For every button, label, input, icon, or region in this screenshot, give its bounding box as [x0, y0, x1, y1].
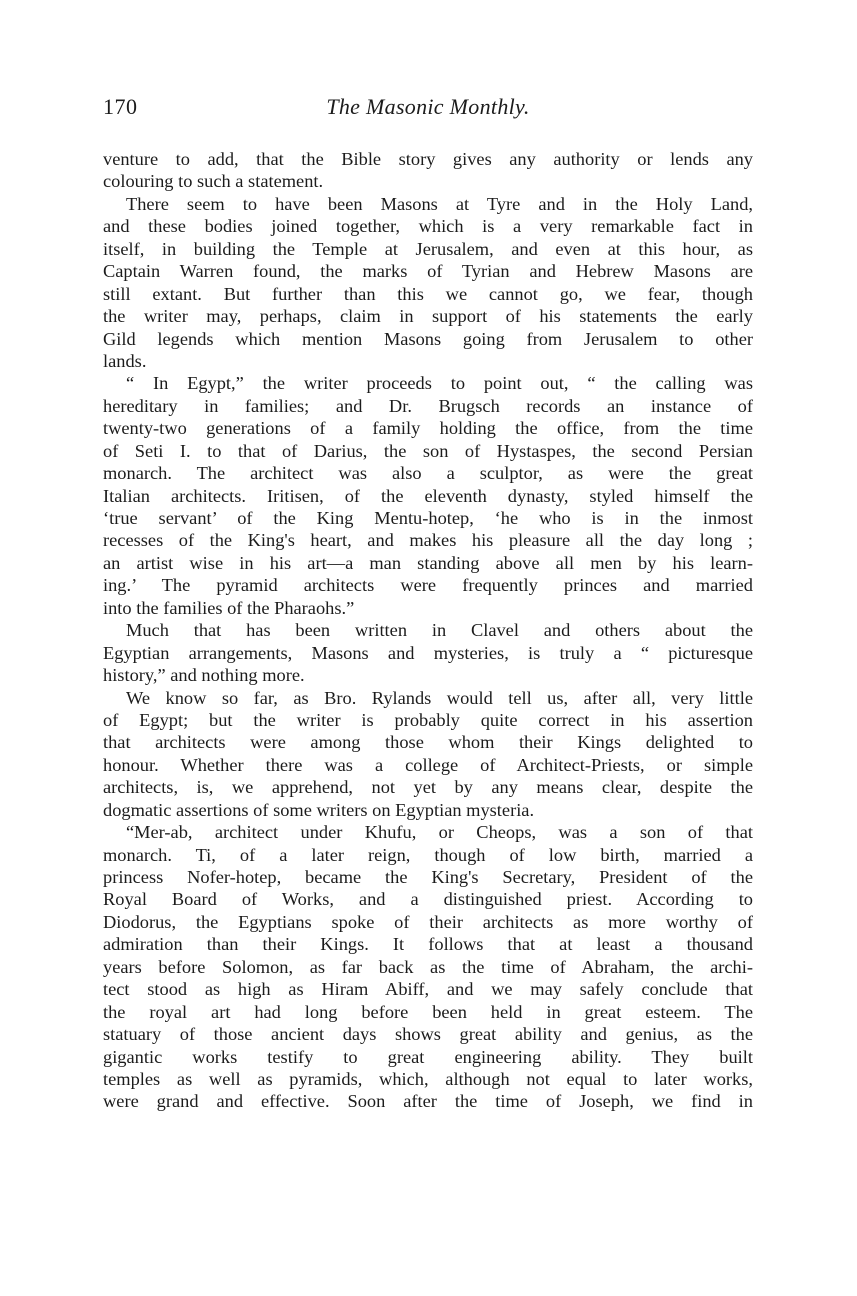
page-header	[103, 92, 753, 124]
text-line: still extant. But further than this we cannot go, we fear, though	[103, 283, 753, 304]
text-line: temples as well as pyramids, which, although not equal to later works,	[103, 1068, 753, 1089]
text-line: monarch. The architect was also a sculptor, as were the great	[103, 463, 753, 484]
text-line: twenty-two generations of a family holding the office, from the time	[103, 418, 753, 439]
text-line: were grand and effective. Soon after the time of Joseph, we find in	[103, 1091, 753, 1112]
text-line: into the families of the Pharaohs.”	[103, 597, 355, 618]
text-line: admiration than their Kings. It follows that at least a thousand	[103, 934, 753, 955]
text-line: years before Solomon, as far back as the time of Abraham, the archi-	[103, 956, 753, 977]
text-line: lands.	[103, 350, 147, 371]
text-line: Much that has been written in Clavel and others about the	[126, 620, 753, 641]
text-line: the writer may, perhaps, claim in support of his statements the early	[103, 306, 753, 327]
text-line: and these bodies joined together, which is a very remarkable fact in	[103, 216, 753, 237]
text-line: history,” and nothing more.	[103, 665, 305, 686]
text-line: of Seti I. to that of Darius, the son of Hystaspes, the second Persian	[103, 440, 753, 461]
text-line: “ In Egypt,” the writer proceeds to point out, “ the calling was	[126, 373, 753, 394]
page-number: 170	[103, 94, 138, 119]
text-line: Italian architects. Iritisen, of the eleventh dynasty, styled himself the	[103, 485, 753, 506]
text-line: monarch. Ti, of a later reign, though of low birth, married a	[103, 844, 753, 865]
text-line: Gild legends which mention Masons going from Jerusalem to other	[103, 328, 753, 349]
text-line: Royal Board of Works, and a distinguished priest. According to	[103, 889, 753, 910]
text-line: that architects were among those whom their Kings delighted to	[103, 732, 753, 753]
text-line: colouring to such a statement.	[103, 171, 324, 192]
text-line: tect stood as high as Hiram Abiff, and we may safely conclude that	[103, 979, 753, 1000]
text-line: princess Nofer-hotep, became the King's Secretary, President of the	[103, 867, 753, 887]
text-line: “Mer-ab, architect under Khufu, or Cheops, was a son of that	[126, 822, 753, 843]
text-line: dogmatic assertions of some writers on Egyptian mysteria.	[103, 799, 535, 820]
text-line: recesses of the King's heart, and makes his pleasure all the day long ;	[103, 530, 753, 551]
text-line: Egyptian arrangements, Masons and mysteries, is truly a “ picturesque	[103, 642, 753, 663]
text-line: the royal art had long before been held in great esteem. The	[103, 1001, 753, 1022]
text-line: itself, in building the Temple at Jerusalem, and even at this hour, as	[103, 238, 753, 259]
text-line: There seem to have been Masons at Tyre and in the Holy Land,	[126, 193, 753, 214]
text-line: Diodorus, the Egyptians spoke of their architects as more worthy of	[103, 911, 753, 932]
text-line: of Egypt; but the writer is probably quite correct in his assertion	[103, 709, 753, 730]
text-line: honour. Whether there was a college of Architect-Priests, or simple	[103, 754, 753, 775]
body-text	[103, 148, 753, 1113]
text-line: an artist wise in his art—a man standing above all men by his learn-	[103, 552, 753, 573]
text-line: gigantic works testify to great engineering ability. They built	[103, 1046, 753, 1067]
text-line: Captain Warren found, the marks of Tyrian and Hebrew Masons are	[103, 261, 753, 282]
text-line: statuary of those ancient days shows great ability and genius, as the	[103, 1024, 753, 1045]
text-line: hereditary in families; and Dr. Brugsch records an instance of	[103, 395, 753, 416]
running-title: The Masonic Monthly.	[326, 94, 530, 119]
text-line: venture to add, that the Bible story gives any authority or lends any	[103, 149, 753, 169]
text-line: ing.’ The pyramid architects were frequently princes and married	[103, 575, 753, 596]
text-line: architects, is, we apprehend, not yet by any means clear, despite the	[103, 777, 753, 798]
text-line: ‘true servant’ of the King Mentu-hotep, ‘he who is in the inmost	[103, 508, 753, 528]
text-line: We know so far, as Bro. Rylands would tell us, after all, very little	[126, 687, 753, 708]
